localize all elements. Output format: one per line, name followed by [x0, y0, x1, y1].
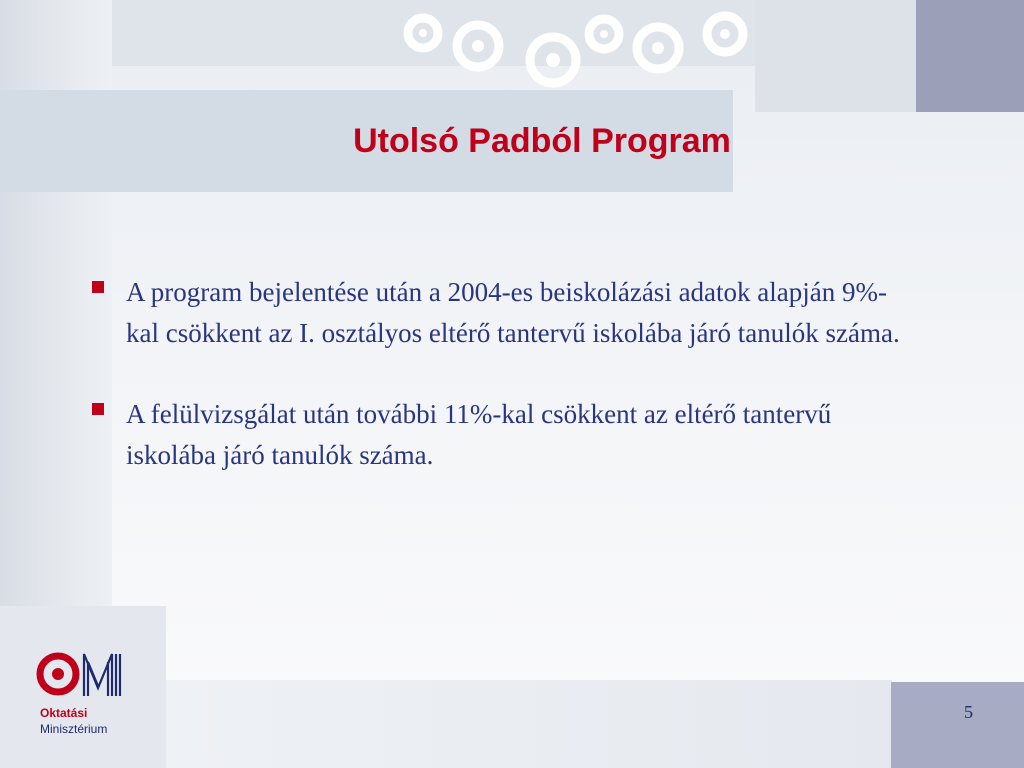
- logo-line1: Oktatási: [40, 706, 88, 720]
- bullet-item: [90, 394, 910, 476]
- bullet-text: A felülvizsgálat után további 11%-kal csökkent az eltérő tantervű iskolába járó tanulók száma.: [126, 399, 832, 470]
- bullet-list: [90, 272, 910, 516]
- square-bullet-icon: [92, 403, 104, 415]
- bullet-item: [90, 272, 910, 354]
- om-logo: [30, 646, 140, 746]
- square-bullet-icon: [92, 281, 104, 293]
- om-logo-icon: [34, 648, 134, 700]
- logo-line2: Minisztérium: [40, 722, 108, 736]
- bullet-text: A program bejelentése után a 2004-es beiskolázási adatok alapján 9%-kal csökkent az I. osztályos eltérő tantervű iskolába járó tanulók száma.: [126, 277, 900, 348]
- bottom-right-panel: [891, 682, 1024, 768]
- bottom-band: [166, 680, 892, 768]
- circles-icon: [400, 8, 750, 88]
- slide-title: Utolsó Padból Program: [353, 121, 731, 160]
- page-number: 5: [964, 702, 973, 722]
